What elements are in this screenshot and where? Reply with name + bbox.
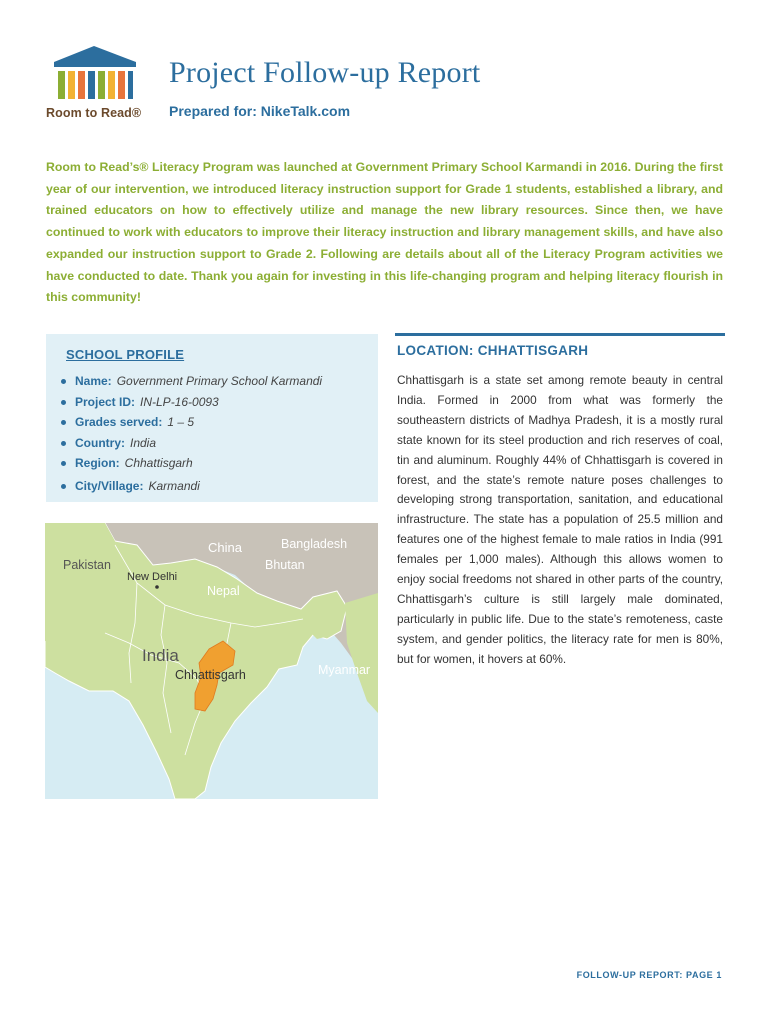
profile-label: Name: (75, 374, 112, 388)
bullet-icon (61, 461, 66, 466)
map-label-india: India (142, 646, 179, 665)
profile-item-country (58, 433, 322, 454)
map-label-myanmar: Myanmar (318, 663, 371, 677)
profile-item-grades (58, 412, 322, 433)
room-to-read-logo (46, 44, 158, 122)
intro-paragraph: Room to Read’s® Literacy Program was launched at Government Primary School Karmandi in 2016. During the first year of our intervention, we introduced literacy instruction support for Grade 1 students, established a library, and trained educators on how to effectively utilize and manage the new library resources. Since then, we have continued to work with educators to improve their literacy instruction and library management skills, and have also expanded our instruction support to Grade 2. Following are details about all of the Literacy Program activities we have conducted to date. Thank you again for investing in this life-changing program and helping literacy flourish in this community! (46, 160, 723, 305)
profile-label: Grades served: (75, 415, 163, 429)
location-divider (395, 333, 725, 336)
location-heading: LOCATION: CHHATTISGARH (397, 343, 589, 358)
page-title: Project Follow-up Report (169, 56, 481, 89)
profile-label: City/Village: (75, 478, 144, 493)
map-label-bhutan: Bhutan (265, 558, 305, 572)
bullet-icon (61, 420, 66, 425)
school-profile-list (58, 371, 322, 496)
school-profile-box (46, 334, 378, 502)
profile-item-city (58, 476, 322, 497)
profile-value: 1 – 5 (167, 415, 195, 429)
map-label-china: China (208, 540, 242, 555)
profile-item-project-id (58, 392, 322, 413)
bullet-icon (61, 379, 66, 384)
new-delhi-marker (155, 585, 159, 589)
profile-label: Country: (75, 435, 125, 450)
logo-wordmark: Room to Read® (46, 106, 142, 120)
profile-item-region (58, 453, 322, 474)
profile-label: Project ID: (75, 394, 136, 409)
school-profile-heading: SCHOOL PROFILE (66, 347, 185, 362)
location-paragraph: Chhattisgarh is a state set among remote beauty in central India. Formed in 2000 from what was formerly the southeastern districts of Madhya Pradesh, it is a mostly rural state known for its steel production and rich reserves of coal, tin and aluminum. Roughly 44% of Chhattisgarh is covered in forest, and the state’s remote nature poses challenges to developing strong transportation, sanitation, and educational infrastructure. The state has a population of 25.5 million and features one of the highest female to male ratios in India (991 females per 1,000 males). Although this allows women to enjoy social freedoms not shared in other parts of the country, Chhattisgarh’s culture is still largely male dominated, particularly in public life. Due to the state’s remoteness, caste system, and gender politics, the literacy rate for men is 80%, but for women, it hovers at 60%. (397, 373, 723, 666)
map-label-nepal: Nepal (207, 584, 240, 598)
map-label-bangladesh: Bangladesh (281, 537, 348, 551)
library-books-icon (46, 44, 146, 102)
profile-value: Karmandi (148, 478, 200, 493)
bullet-icon (61, 441, 66, 446)
profile-label: Region: (75, 456, 120, 470)
page-footer: FOLLOW-UP REPORT: PAGE 1 (576, 970, 722, 980)
profile-value: Chhattisgarh (124, 456, 193, 470)
india-map (45, 523, 378, 799)
profile-value: IN-LP-16-0093 (140, 394, 219, 409)
map-label-new-delhi: New Delhi (127, 571, 178, 583)
bullet-icon (61, 400, 66, 405)
prepared-for: Prepared for: NikeTalk.com (169, 103, 351, 119)
map-label-pakistan: Pakistan (63, 558, 111, 572)
profile-value: Government Primary School Karmandi (116, 374, 323, 388)
map-label-chhattisgarh: Chhattisgarh (175, 668, 246, 682)
profile-item-name (58, 371, 322, 392)
profile-value: India (130, 435, 157, 450)
bullet-icon (61, 484, 66, 489)
